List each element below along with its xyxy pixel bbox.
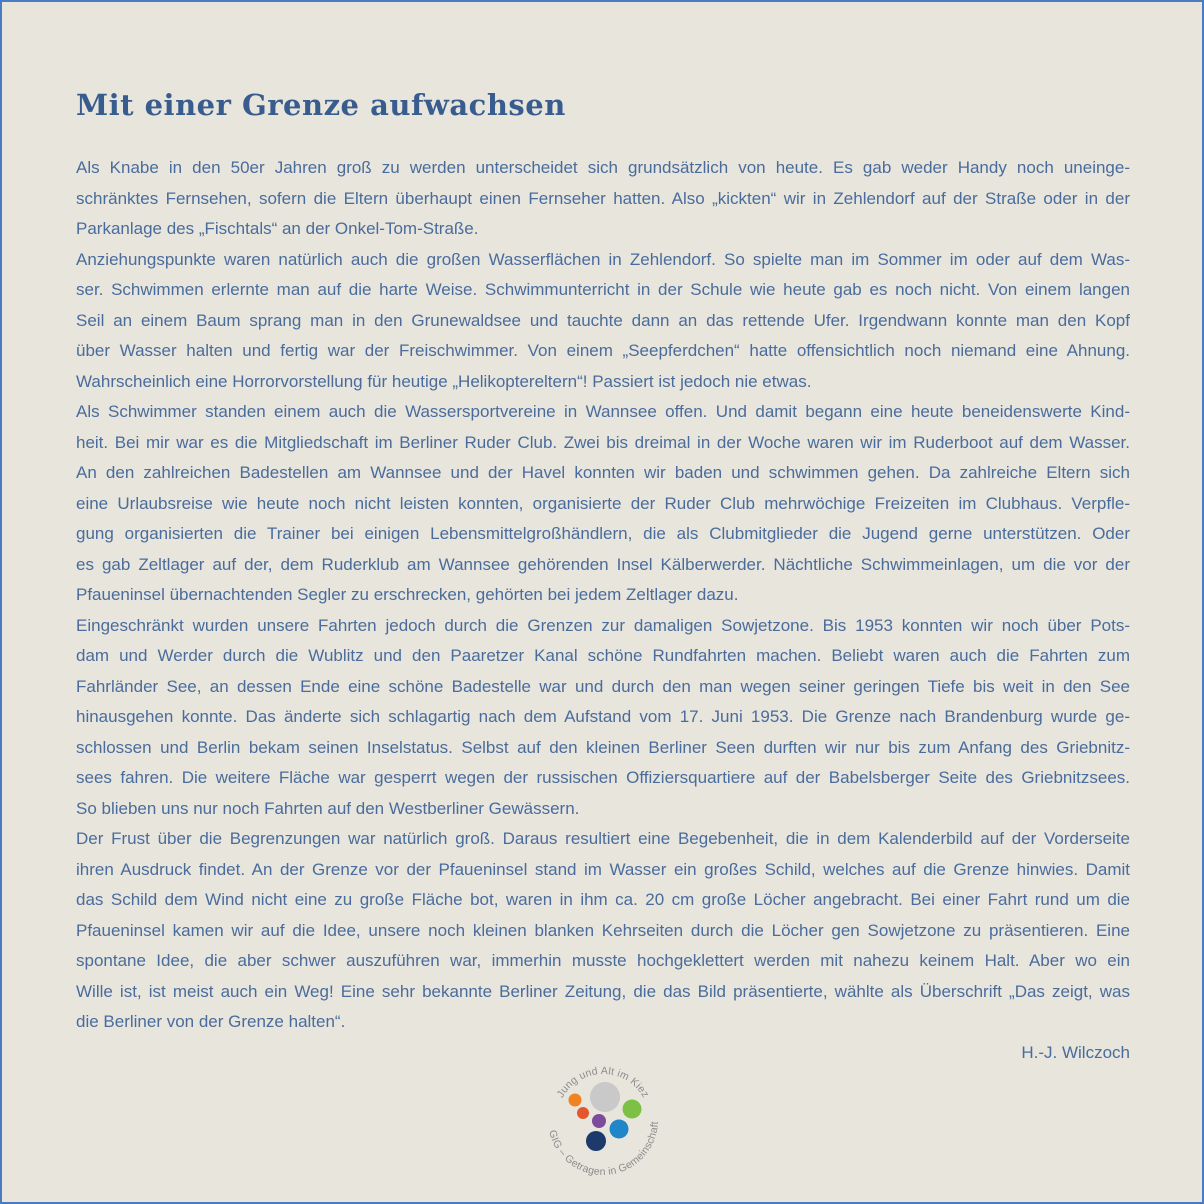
logo-top-text-path: Jung und Alt im Kiez (554, 1064, 652, 1100)
text-line: schränktes Fernsehen, sofern die Eltern überhaupt einen Fernseher hatten. Also „kickten“ wir in Zehlendorf auf der Straße oder in der (76, 188, 1130, 208)
text-line: schlossen und Berlin bekam seinen Inselstatus. Selbst auf den kleinen Berliner Seen durften wir nur bis zum Anfang des Griebnitz- (76, 737, 1130, 757)
text-line: So blieben uns nur noch Fahrten auf den Westberliner Gewässern. (76, 798, 580, 818)
paragraph (76, 824, 1130, 1038)
text-line: sees fahren. Die weitere Fläche war gesperrt wegen der russischen Offiziersquartiere auf der Babelsberger Seite des Griebnitzsees. (76, 768, 1130, 787)
text-line: eine Urlaubsreise wie heute noch nicht leisten konnten, organisierte der Ruder Club mehrwöchige Freizeiten im Clubhaus. Verpfle- (76, 493, 1130, 513)
paragraph (76, 611, 1130, 825)
logo-bottom-text (546, 1121, 661, 1178)
text-line: Seil an einem Baum sprang man in den Grunewaldsee und tauchte dann an das rettende Ufer. Irgendwann konnte man den Kopf (76, 310, 1130, 330)
paragraph (76, 397, 1130, 611)
text-line: Als Knabe in den 50er Jahren groß zu werden unterscheidet sich grundsätzlich von heute. Es gab weder Handy noch uneinge- (76, 158, 1130, 177)
text-line: Der Frust über die Begrenzungen war natürlich groß. Daraus resultiert eine Begebenheit, die in dem Kalenderbild auf der Vorderseite (76, 829, 1130, 848)
logo-dot-blue (610, 1120, 629, 1139)
logo-dot-navy (586, 1131, 606, 1151)
text-line: über Wasser halten und fertig war der Freischwimmer. Von einem „Seepferdchen“ hatte offensichtlich noch niemand eine Ahnung. (76, 341, 1130, 360)
text-line: An den zahlreichen Badestellen am Wannsee und der Havel konnten wir baden und schwimmen gehen. Da zahlreiche Eltern sich (76, 463, 1130, 482)
text-line: dam und Werder durch die Wublitz und den Paaretzer Kanal schöne Rundfahrten machen. Beliebt waren auch die Fahrten zum (76, 646, 1130, 665)
author-signature: H.-J. Wilczoch (1021, 1042, 1130, 1062)
text-line: das Schild dem Wind nicht eine zu große Fläche bot, waren in ihm ca. 20 cm große Löcher angebracht. Bei einer Fahrt rund um die (76, 890, 1130, 909)
text-line: es gab Zeltlager auf der, dem Ruderklub am Wannsee gehörenden Insel Kälberwerder. Nächtliche Schwimmeinlagen, um die vor der (76, 554, 1130, 574)
page-title: Mit einer Grenze aufwachsen (76, 88, 566, 122)
text-line: Pfaueninsel kamen wir auf die Idee, unsere noch kleinen blanken Kehrseiten durch die Löcher gen Sowjetzone zu präsentieren. Eine (76, 920, 1130, 940)
text-line: Anziehungspunkte waren natürlich auch die großen Wasserflächen in Zehlendorf. So spielte man im Sommer im oder auf dem Was- (76, 249, 1130, 269)
logo-dot-grey (590, 1082, 620, 1112)
text-line: Als Schwimmer standen einem auch die Wassersportvereine in Wannsee offen. Und damit begann eine heute beneidenswerte Kind- (76, 402, 1130, 421)
paragraph (76, 245, 1130, 398)
text-line: Parkanlage des „Fischtals“ an der Onkel-Tom-Straße. (76, 219, 479, 238)
text-line: Pfaueninsel übernachtenden Segler zu erschrecken, gehörten bei jedem Zeltlager dazu. (76, 585, 739, 604)
text-line: Wahrscheinlich eine Horrorvorstellung für heutige „Helikoptereltern“! Passiert ist jedoch nie etwas. (76, 371, 812, 391)
text-line: ihren Ausdruck findet. An der Grenze vor der Pfaueninsel stand im Wasser ein großes Schild, welches auf die Grenze hinwies. Damit (76, 859, 1130, 879)
text-line: ser. Schwimmen erlernte man auf die harte Weise. Schwimmunterricht in der Schule wie heute gab es noch nicht. Von einem langen (76, 280, 1130, 299)
paragraph (76, 153, 1130, 245)
text-line: spontane Idee, die aber schwer auszuführen war, immerhin musste hochgeklettert werden mit nahezu keinem Halt. Aber wo ein (76, 951, 1130, 970)
logo-dot-purple (592, 1114, 606, 1128)
gig-logo (538, 1055, 668, 1185)
logo-dot-orange (569, 1094, 582, 1107)
logo-dot-red (577, 1107, 589, 1119)
text-line: die Berliner von der Grenze halten“. (76, 1012, 346, 1031)
text-line: Fahrländer See, an dessen Ende eine schöne Badestelle war und durch den man wegen seiner geringen Tiefe bis weit in den See (76, 676, 1130, 696)
text-line: heit. Bei mir war es die Mitgliedschaft im Berliner Ruder Club. Zwei bis dreimal in der Woche waren wir im Ruderboot auf dem Wasser. (76, 432, 1130, 452)
text-line: Eingeschränkt wurden unsere Fahrten jedoch durch die Grenzen zur damaligen Sowjetzone. Bis 1953 konnten wir noch über Pots- (76, 615, 1130, 635)
article-body (76, 153, 1130, 1068)
text-line: hinausgehen konnte. Das änderte sich schlagartig nach dem Aufstand vom 17. Juni 1953. Die Grenze nach Brandenburg wurde ge- (76, 707, 1130, 726)
logo-dot-green (623, 1100, 642, 1119)
text-line: Wille ist, ist meist auch ein Weg! Eine sehr bekannte Berliner Zeitung, die das Bild präsentierte, wählte als Überschrift „Das zeigt, was (76, 981, 1130, 1001)
logo-bottom-text-path: GIG – Getragen in Gemeinschaft (546, 1121, 661, 1179)
text-line: gung organisierten die Trainer bei einigen Lebensmittelgroßhändlern, die als Clubmitglieder die Jugend gerne unterstützen. Oder (76, 524, 1130, 543)
